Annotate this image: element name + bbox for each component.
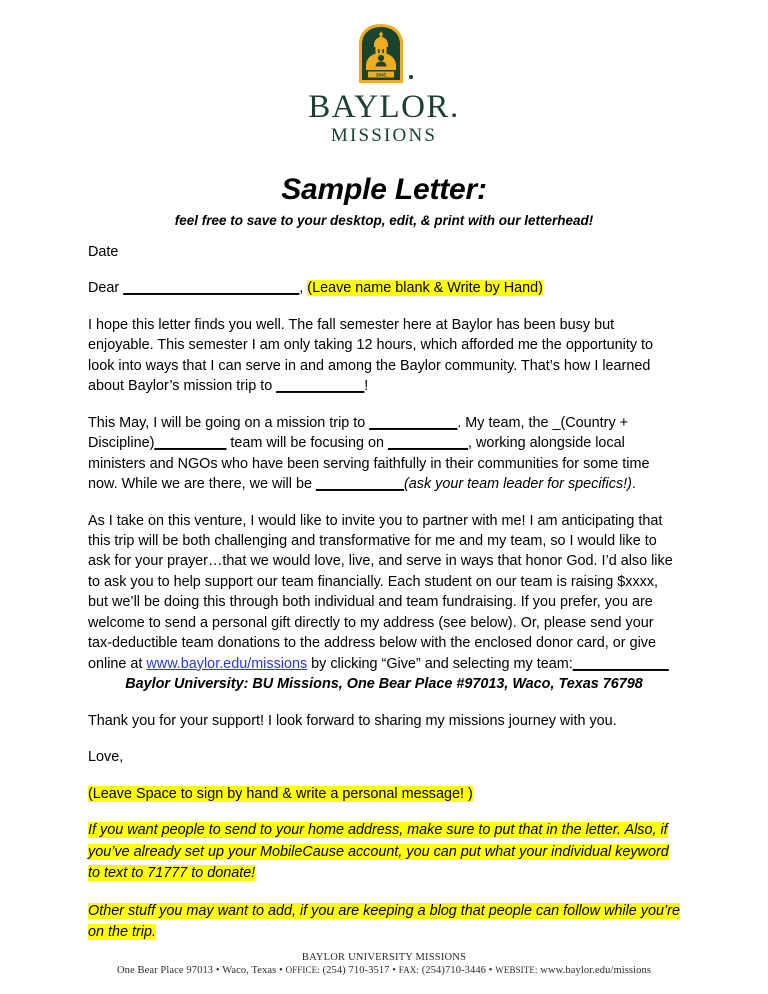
page-title: Sample Letter: [281,173,487,206]
date-label: Date [88,244,119,260]
paragraph-1-end: ! [364,378,369,395]
footer-website-value: www.baylor.edu/missions [537,965,652,976]
sign-space-note-text: (Leave Space to sign by hand & write a personal message! ) [88,785,473,802]
letterhead [88,0,680,145]
baylor-shield-icon [356,22,406,85]
mailing-address-line [88,674,680,694]
salutation-line [88,278,680,298]
footer-sep-3: • [389,965,399,976]
page-footer [0,952,768,976]
footer-address: One Bear Place 97013 [116,965,214,976]
footer-sep-2: • [276,965,286,976]
paragraph-2-blank-2: _________ [154,435,227,452]
salutation-blank: ______________________ [123,280,300,297]
sign-space-note [88,784,680,804]
editor-note-1 [88,820,680,885]
paragraph-2-blank-1: ___________ [369,414,458,431]
footer-sep-4: • [486,965,496,976]
salutation-note: (Leave name blank & Write by Hand) [307,280,543,297]
editor-note-2-text: Other stuff you may want to add, if you are keeping a blog that people can follow while you’re on the trip. [88,902,680,941]
paragraph-3-text-b: by clicking “Give” and selecting my team: [307,655,573,672]
footer-office-value: (254) 710-3517 [319,965,390,976]
logo-block [88,22,680,85]
salutation-word: Dear [88,280,120,297]
baylor-wordmark [88,91,680,145]
logo-registered-dot [409,75,413,79]
paragraph-2-text-c: team will be focusing on [226,435,388,452]
footer-office-label: OFFICE: [285,965,320,975]
paragraph-2-blank-3: __________ [388,435,469,452]
page-subtitle: feel free to save to your desktop, edit, & print with our letterhead! [174,213,594,228]
footer-website-label: WEBSITE: [495,965,538,975]
footer-contact [0,965,768,976]
paragraph-3-text: As I take on this venture, I would like to invite you to partner with me! I am anticipating that this trip will be both challenging and transformative for me and my team, so I would like to ask for your prayer…that we would love, live, and serve in ways that honor God. I’d also like to ask you to help support our team financially. Each student on our team is raising $xxxx, but we’ll be doing this through both individual and team fundraising. If you prefer, you are welcome to send a personal gift directly to my address (see below). Or, please send your tax-deductible team donations to the address below with the enclosed donor card, or give online at [88,512,673,672]
paragraph-1 [88,315,680,397]
editor-note-1-text: If you want people to send to your home address, make sure to put that in the letter. Also, if you’ve already set up your MobileCause account, you can put what your individual keyword to text to 71777 to donate! [88,821,669,882]
footer-sep-1: • [213,965,223,976]
paragraph-2-text-b: . My team, the _(Country + Discipline) [88,414,629,452]
footer-fax-value: (254)710-3446 [419,965,487,976]
paragraph-4: Thank you for your support! I look forward to sharing my missions journey with you. [88,712,617,729]
footer-title: BAYLOR UNIVERSITY MISSIONS [301,952,467,963]
paragraph-3 [88,511,680,675]
baylor-missions-link[interactable]: www.baylor.edu/missions [146,655,308,672]
date-line [88,242,680,262]
paragraph-2-text-d: , working alongside local ministers and NGOs who have been serving faithfully in their communities for some time now. While we are there, we will be [88,435,650,493]
wordmark-baylor: BAYLOR. [308,89,460,125]
paragraph-1-blank: ___________ [276,378,365,395]
paragraph-2-end: . [631,476,636,493]
paragraph-2-aside: (ask your team leader for specifics!) [404,476,632,493]
paragraph-2 [88,413,680,495]
wordmark-missions: MISSIONS [330,125,438,146]
paragraph-2-blank-4: ___________ [315,476,404,493]
shield-year-text: 1845 [375,72,386,79]
paragraph-2-text-a: This May, I will be going on a mission trip to [88,414,370,431]
paragraph-1-text: I hope this letter finds you well. The fall semester here at Baylor has been busy but enjoyable. This semester I am only taking 12 hours, which afforded me the opportunity to look into ways that I can serve in and among the Baylor community. That’s how I learned about Baylor’s mission trip to [88,316,654,395]
salutation-comma: , [299,280,304,297]
editor-note-2 [88,901,680,944]
footer-city: Waco, Texas [222,965,277,976]
paragraph-3-team-blank: ____________ [572,655,669,672]
footer-fax-label: FAX: [398,965,420,975]
closing-line: Love, [88,749,124,766]
mailing-address-text: Baylor University: BU Missions, One Bear Place #97013, Waco, Texas 76798 [125,676,643,693]
letter-body [88,242,680,944]
